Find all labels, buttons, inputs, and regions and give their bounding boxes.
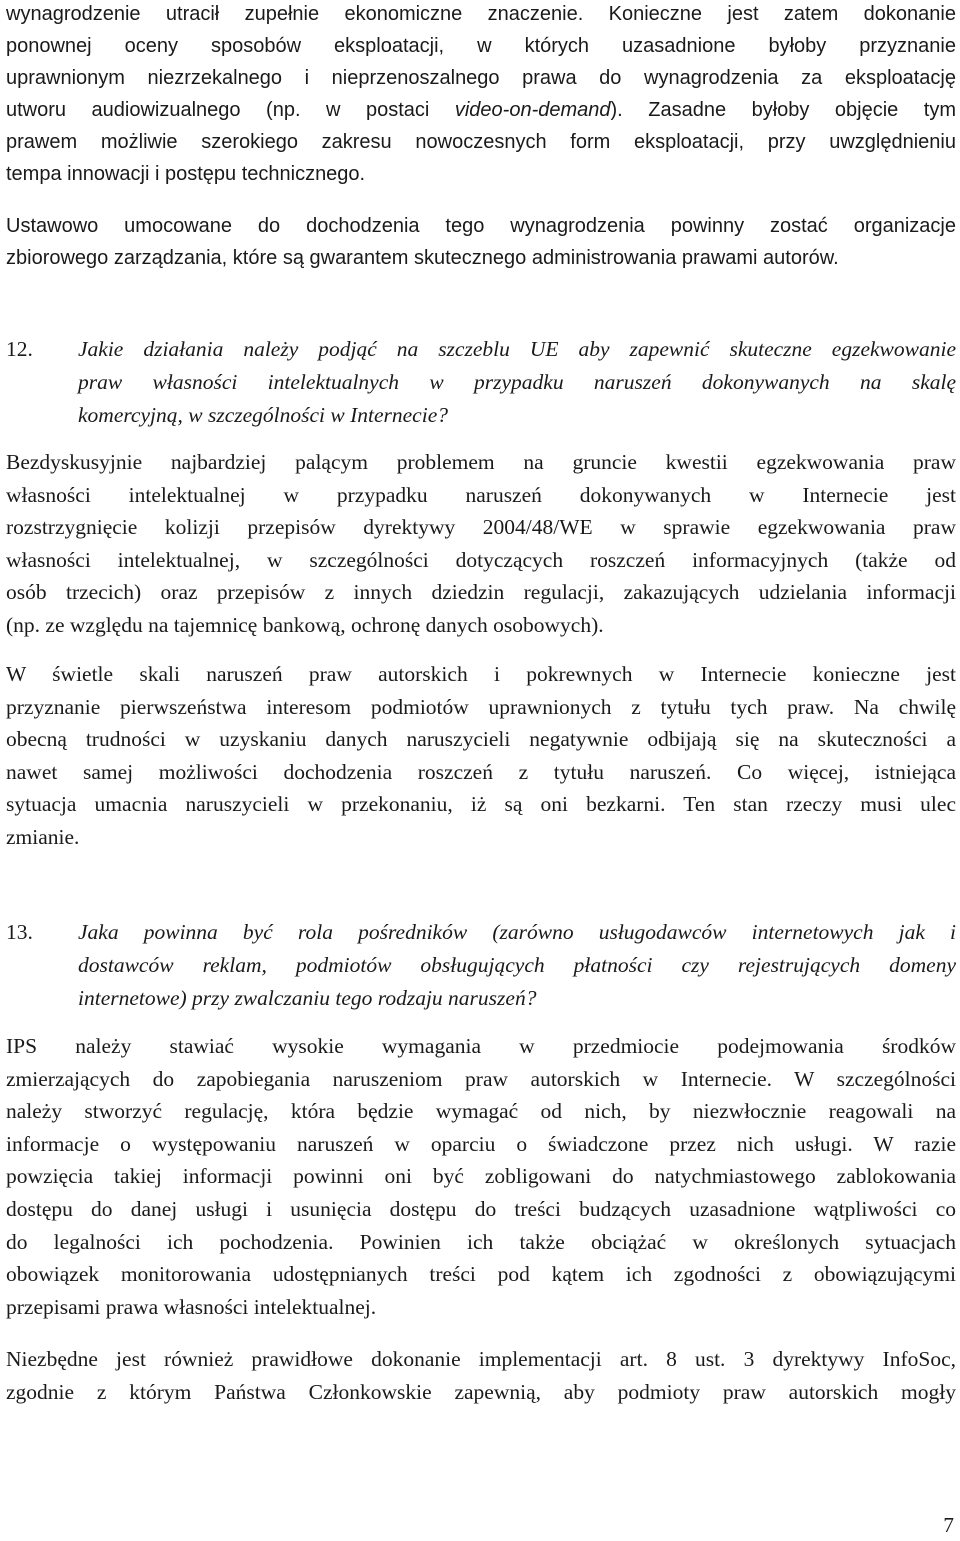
text-line: Jaka powinna być rola pośredników (zarówno usługodawców internetowych jak i	[78, 920, 956, 944]
question-13	[6, 916, 956, 1016]
text-line: Niezbędne jest również prawidłowe dokonanie implementacji art. 8 ust. 3 dyrektywy InfoSoc,	[6, 1347, 956, 1371]
text-line: przepisami prawa własności intelektualnej.	[6, 1294, 377, 1319]
text-line: informacje o występowaniu naruszeń w oparciu o świadczone przez nich usługi. W razie	[6, 1131, 956, 1156]
text-line: tempa innowacji i postępu technicznego.	[6, 163, 366, 185]
answer-12-paragraph-1	[6, 446, 956, 642]
text-run: ). Zasadne byłoby objęcie tym	[610, 99, 957, 121]
question-text	[78, 333, 956, 432]
italic-term: video-on-demand	[454, 99, 611, 121]
text-line: przyznanie pierwszeństwa interesom podmiotów uprawnionych z tytułu tych praw. Na chwilę	[6, 694, 956, 719]
text-line: należy stworzyć regulację, która będzie wymagać od nich, by niezwłocznie reagowali na	[6, 1099, 956, 1124]
paragraph-intro-continuation	[6, 0, 956, 190]
text-line: Jakie działania należy podjąć na szczeblu UE aby zapewnić skuteczne egzekwowanie	[78, 337, 956, 361]
text-line: własności intelektualnej, w szczególności dotyczących roszczeń informacyjnych (także od	[6, 547, 956, 572]
text-line: uprawnionym niezrzekalnego i nieprzenoszalnego prawa do wynagrodzenia za eksploatację	[6, 67, 956, 89]
text-line: obecną trudności w uzyskaniu danych naruszycieli negatywnie odbijają się na skuteczności a	[6, 727, 956, 752]
text-line: obowiązek monitorowania udostępnianych treści pod kątem ich zgodności z obowiązującymi	[6, 1262, 956, 1287]
text-line: internetowe) przy zwalczaniu tego rodzaju naruszeń?	[78, 986, 537, 1010]
text-line: praw własności intelektualnych w przypadku naruszeń dokonywanych na skalę	[78, 370, 956, 394]
text-line: zgodnie z którym Państwa Członkowskie zapewnią, aby podmioty praw autorskich mogły	[6, 1379, 956, 1404]
question-12	[6, 333, 956, 433]
text-line: ponownej oceny sposobów eksploatacji, w których uzasadnione byłoby przyznanie	[6, 35, 956, 57]
paragraph-collective-management	[6, 210, 956, 274]
question-text	[78, 916, 956, 1015]
question-number: 12.	[6, 337, 33, 361]
text-line: zbiorowego zarządzania, które są gwarantem skutecznego administrowania prawami autorów.	[6, 247, 839, 269]
page-number: 7	[943, 1513, 954, 1537]
question-number: 13.	[6, 920, 33, 944]
text-line: IPS należy stawiać wysokie wymagania w przedmiocie podejmowania środków	[6, 1034, 956, 1058]
answer-13-paragraph-2	[6, 1343, 956, 1408]
text-line: dostępu do danej usługi i usunięcia dostępu do treści budzących uzasadnione wątpliwości co	[6, 1196, 956, 1221]
text-line: nawet samej możliwości dochodzenia roszczeń z tytułu naruszeń. Co więcej, istniejąca	[6, 759, 956, 784]
answer-12-paragraph-2	[6, 658, 956, 854]
text-line: powzięcia takiej informacji powinni oni być zobligowani do natychmiastowego zablokowania	[6, 1164, 956, 1189]
text-line	[6, 94, 956, 126]
text-line: prawem możliwie szerokiego zakresu nowoczesnych form eksploatacji, przy uwzględnieniu	[6, 131, 956, 153]
text-line: osób trzecich) oraz przepisów z innych dziedzin regulacji, zakazujących udzielania informacji	[6, 580, 956, 605]
text-line: zmierzających do zapobiegania naruszeniom praw autorskich w Internecie. W szczególności	[6, 1066, 956, 1091]
answer-13-paragraph-1	[6, 1030, 956, 1323]
text-run: utworu audiowizualnego (np. w postaci	[6, 99, 455, 121]
text-line: własności intelektualnej w przypadku naruszeń dokonywanych w Internecie jest	[6, 482, 956, 507]
text-line: do legalności ich pochodzenia. Powinien ich także obciążać w określonych sytuacjach	[6, 1229, 956, 1254]
text-line: zmianie.	[6, 824, 80, 849]
text-line: dostawców reklam, podmiotów obsługujących płatności czy rejestrujących domeny	[78, 953, 956, 977]
text-line: rozstrzygnięcie kolizji przepisów dyrektywy 2004/48/WE w sprawie egzekwowania praw	[6, 515, 956, 540]
text-line: Ustawowo umocowane do dochodzenia tego wynagrodzenia powinny zostać organizacje	[6, 215, 956, 237]
text-line: sytuacja umacnia naruszycieli w przekonaniu, iż są oni bezkarni. Ten stan rzeczy musi ulec	[6, 792, 956, 817]
text-line: komercyjną, w szczególności w Internecie?	[78, 403, 448, 427]
text-line: Bezdyskusyjnie najbardziej palącym problemem na gruncie kwestii egzekwowania praw	[6, 450, 956, 474]
text-line: W świetle skali naruszeń praw autorskich i pokrewnych w Internecie konieczne jest	[6, 662, 956, 686]
text-line: (np. ze względu na tajemnicę bankową, ochronę danych osobowych).	[6, 612, 604, 637]
text-line: wynagrodzenie utracił zupełnie ekonomiczne znaczenie. Konieczne jest zatem dokonanie	[6, 3, 956, 25]
